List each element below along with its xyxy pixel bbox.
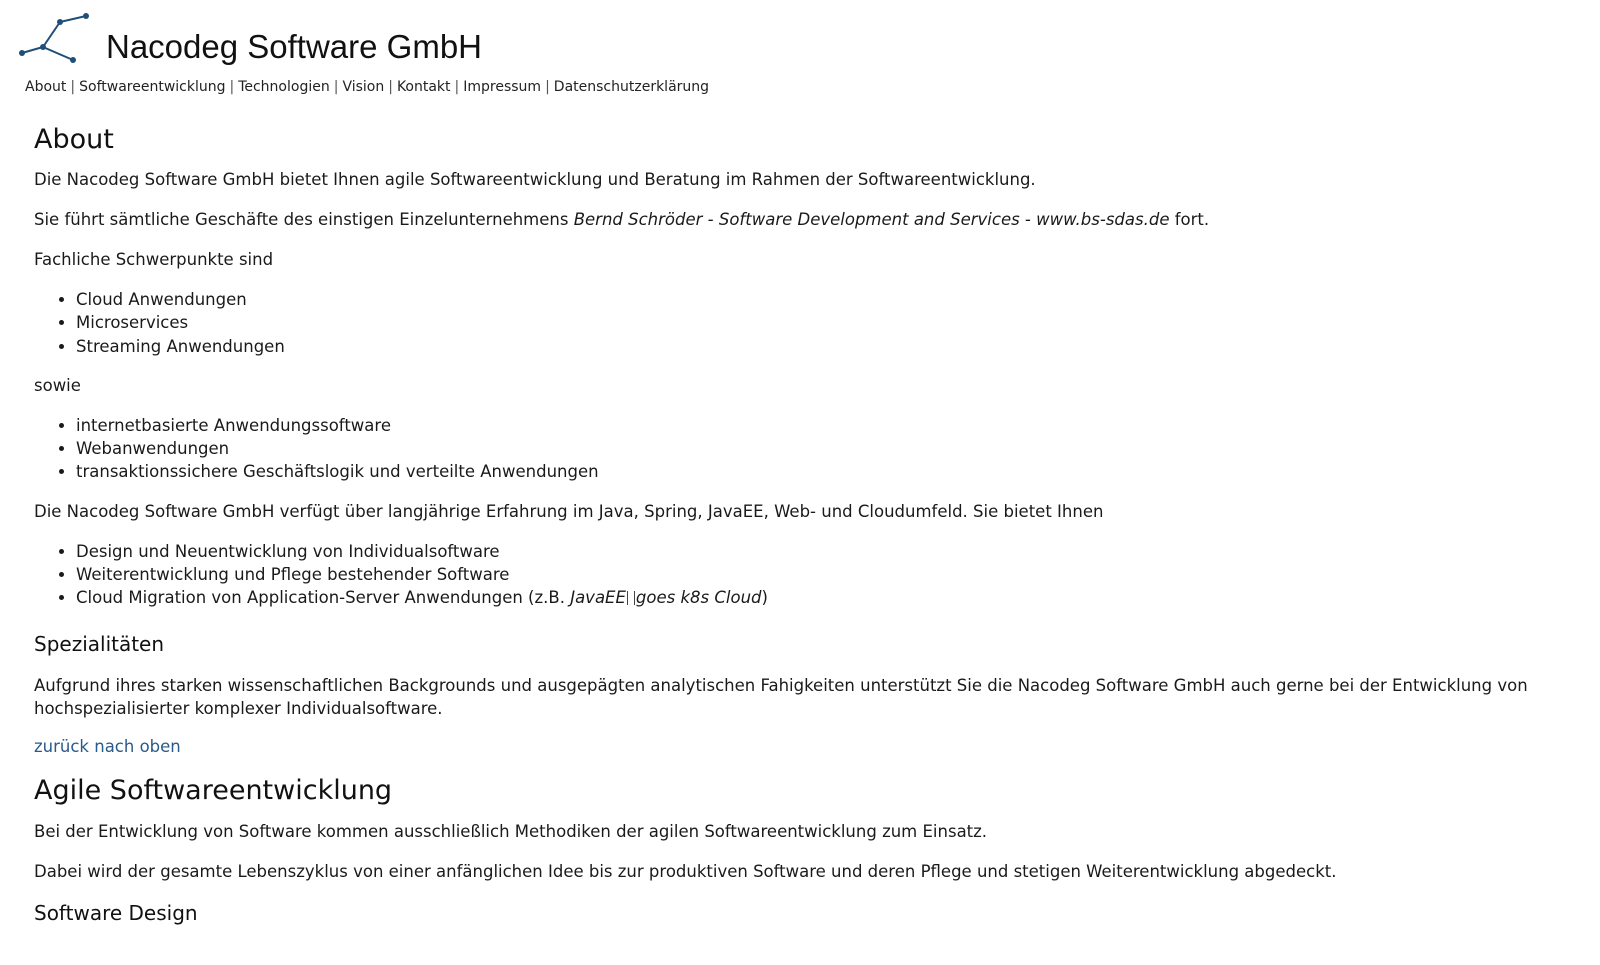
about-intro: Die Nacodeg Software GmbH bietet Ihnen agile Softwareentwicklung und Beratung im Rahmen der Softwareentwicklung. xyxy=(34,170,1036,189)
nav-separator: | xyxy=(545,79,550,95)
nav-kontakt[interactable]: Kontakt xyxy=(396,79,451,95)
list-item: • Streaming Anwendungen xyxy=(76,335,1600,358)
nav-about[interactable]: About xyxy=(25,79,67,95)
list-item: • internetbasierte Anwendungssoftware xyxy=(76,414,1600,437)
software-design-heading: Software Design xyxy=(34,900,198,925)
main-nav xyxy=(25,79,709,95)
list-item: • Webanwendungen xyxy=(76,437,1600,460)
agile-p2: Dabei wird der gesamte Lebenszyklus von einer anfänglichen Idee bis zur produktiven Software und deren Pflege und stetigen Weiterentwicklung abgedeckt. xyxy=(34,861,1337,881)
nav-impressum[interactable]: Impressum xyxy=(463,79,542,95)
back-to-top-wrapper xyxy=(34,737,1600,756)
list-item: • Cloud Migration von Application-Server Anwendungen (z.B. JavaEE goes k8s Cloud) xyxy=(76,586,1600,609)
agile-heading: Agile Softwareentwicklung xyxy=(34,774,393,806)
about-heading: About xyxy=(34,124,114,155)
also-intro: sowie xyxy=(34,375,81,395)
nav-datenschutz[interactable]: Datenschutzerklärung xyxy=(553,79,710,95)
agile-p1: Bei der Entwicklung von Software kommen ausschließlich Methodiken der agilen Softwareentwicklung zum Einsatz. xyxy=(34,821,988,841)
focus-intro: Fachliche Schwerpunkte sind xyxy=(34,250,274,269)
specialties-heading: Spezialitäten xyxy=(34,631,165,656)
list-item: • Design und Neuentwicklung von Individualsoftware xyxy=(76,540,1600,563)
back-to-top-link[interactable]: zurück nach oben xyxy=(34,736,181,756)
nav-softwareentwicklung[interactable]: Softwareentwicklung xyxy=(79,79,226,95)
nav-separator: | xyxy=(70,79,76,95)
experience-intro: Die Nacodeg Software GmbH verfügt über langjährige Erfahrung im Java, Spring, JavaEE, Web- und Cloudumfeld. Sie bietet Ihnen xyxy=(34,501,1104,521)
list-item: • transaktionssichere Geschäftslogik und verteilte Anwendungen xyxy=(76,460,1600,483)
list-item: • Weiterentwicklung und Pflege bestehender Software xyxy=(76,563,1600,586)
constellation-logo-icon[interactable] xyxy=(18,12,93,66)
site-header xyxy=(0,0,1600,105)
about-history: Sie führt sämtliche Geschäfte des einstigen Einzelunternehmens Bernd Schröder - Software Development and Services - www.bs-sdas.de fort. xyxy=(34,210,1210,229)
list-item: • Microservices xyxy=(76,311,1600,334)
focus-list xyxy=(34,288,1600,358)
nav-technologien[interactable]: Technologien xyxy=(238,79,330,95)
nav-separator: | xyxy=(229,79,235,95)
text-cursor-icon xyxy=(627,591,635,605)
nav-separator: | xyxy=(388,79,393,95)
offer-list xyxy=(34,540,1600,610)
main-content xyxy=(34,118,1600,928)
site-title: Nacodeg Software GmbH xyxy=(106,28,483,65)
also-list xyxy=(34,414,1600,484)
list-item: • Cloud Anwendungen xyxy=(76,288,1600,311)
nav-separator: | xyxy=(454,79,460,95)
former-company-name: Bernd Schröder - Software Development and Services - www.bs-sdas.de xyxy=(573,210,1170,229)
nav-separator: | xyxy=(333,79,339,95)
specialties-text: Aufgrund ihres starken wissenschaftlichen Backgrounds und ausgepägten analytischen Fahigkeiten unterstützt Sie die Nacodeg Software GmbH auch gerne bei der Entwicklung von hochspezialisierter komplexer Individualsoftware. xyxy=(34,675,1528,718)
nav-vision[interactable]: Vision xyxy=(342,79,385,95)
